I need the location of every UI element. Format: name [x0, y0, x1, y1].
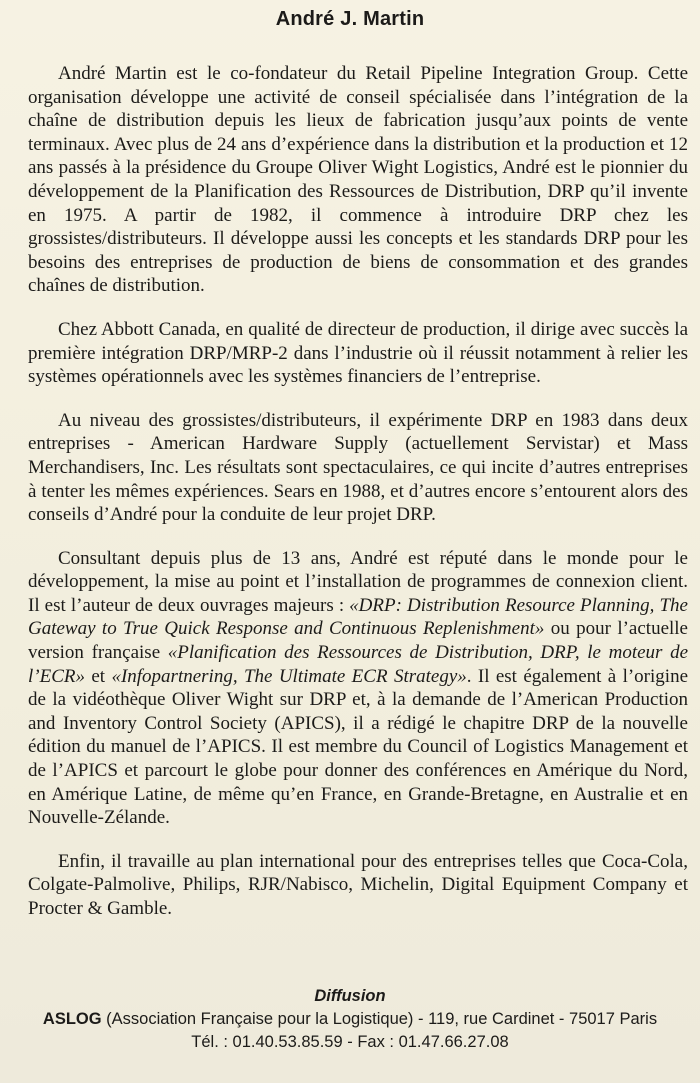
consultant-text-1: Consultant depuis plus de 13 ans, André est réputé dans le monde pour le développement, la mise au point et l’installation de programmes de connexion client. Il est l’auteur de deux ouvrages majeurs :: [28, 547, 688, 616]
contact-line: Tél. : 01.40.53.85.59 - Fax : 01.47.66.27.08: [191, 1033, 509, 1051]
paragraph-consultant: [28, 547, 688, 830]
book-title-infopartnering: «Infopartnering, The Ultimate ECR Strategy»: [111, 665, 467, 687]
publisher-address-line: [0, 1008, 700, 1031]
book-title-planification: «Planification des Ressources de Distribution, DRP, le moteur de l’ECR»: [28, 642, 689, 687]
consultant-text-4: . Il est également à l’origine de la vidéothèque Oliver Wight sur DRP et, à la demande de l’American Production and Inventory Control Society (APICS), il a rédigé le chapitre DRP de la nouvelle édition du manuel de l’APICS. Il est membre du Council of Logistics Management et de l’APICS et parcourt le globe pour donner des conférences en Amérique du Nord, en Amérique Latine, de même qu’en France, en Grande-Bretagne, en Australie et en Nouvelle-Zélande.: [28, 665, 688, 829]
paragraph-clients: Enfin, il travaille au plan international pour des entreprises telles que Coca-Cola, Colgate-Palmolive, Philips, RJR/Nabisco, Michelin, Digital Equipment Company et Procter & Gamble.: [28, 850, 688, 919]
author-heading: André J. Martin: [275, 8, 425, 30]
publisher-address: (Association Française pour la Logistique) - 119, rue Cardinet - 75017 Paris: [101, 1010, 658, 1028]
book-title-drp: «DRP: Distribution Resource Planning, The Gateway to True Quick Response and Continuous Replenishment»: [28, 594, 688, 640]
biography-text: [28, 62, 688, 921]
consultant-text-3: et: [85, 665, 112, 687]
paragraph-intro: André Martin est le co-fondateur du Retail Pipeline Integration Group. Cette organisation développe une activité de conseil spécialisée dans l’intégration de la chaîne de distribution depuis les lieux de fabrication jusqu’aux points de vente terminaux. Avec plus de 24 ans d’expérience dans la distribution et la production et 12 ans passés à la présidence du Groupe Oliver Wight Logistics, André est le pionnier du développement de la Planification des Ressources de Distribution, DRP qu’il invente en 1975. A partir de 1982, il commence à introduire DRP chez les grossistes/distributeurs. Il développe aussi les concepts et les standards DRP pour les besoins des entreprises de production de biens de consommation et des grandes chaînes de distribution.: [28, 63, 688, 297]
paragraph-distributors: Au niveau des grossistes/distributeurs, il expérimente DRP en 1983 dans deux entreprises - American Hardware Supply (actuellement Servistar) et Mass Merchandisers, Inc. Les résultats sont spectaculaires, ce qui incite d’autres entreprises à tenter les mêmes expériences. Sears en 1988, et d’autres encore s’entourent alors des conseils d’André pour la conduite de leur projet DRP.: [28, 409, 688, 526]
paragraph-abbott: Chez Abbott Canada, en qualité de directeur de production, il dirige avec succès la première intégration DRP/MRP-2 dans l’industrie où il réussit notamment à relier les systèmes opérationnels avec les systèmes financiers de l’entreprise.: [28, 318, 688, 388]
diffusion-label: Diffusion: [314, 987, 386, 1005]
consultant-text-2: ou pour l’actuelle version française: [28, 618, 688, 664]
aslog-name: ASLOG: [42, 1010, 102, 1028]
publisher-footer: [0, 985, 700, 1054]
